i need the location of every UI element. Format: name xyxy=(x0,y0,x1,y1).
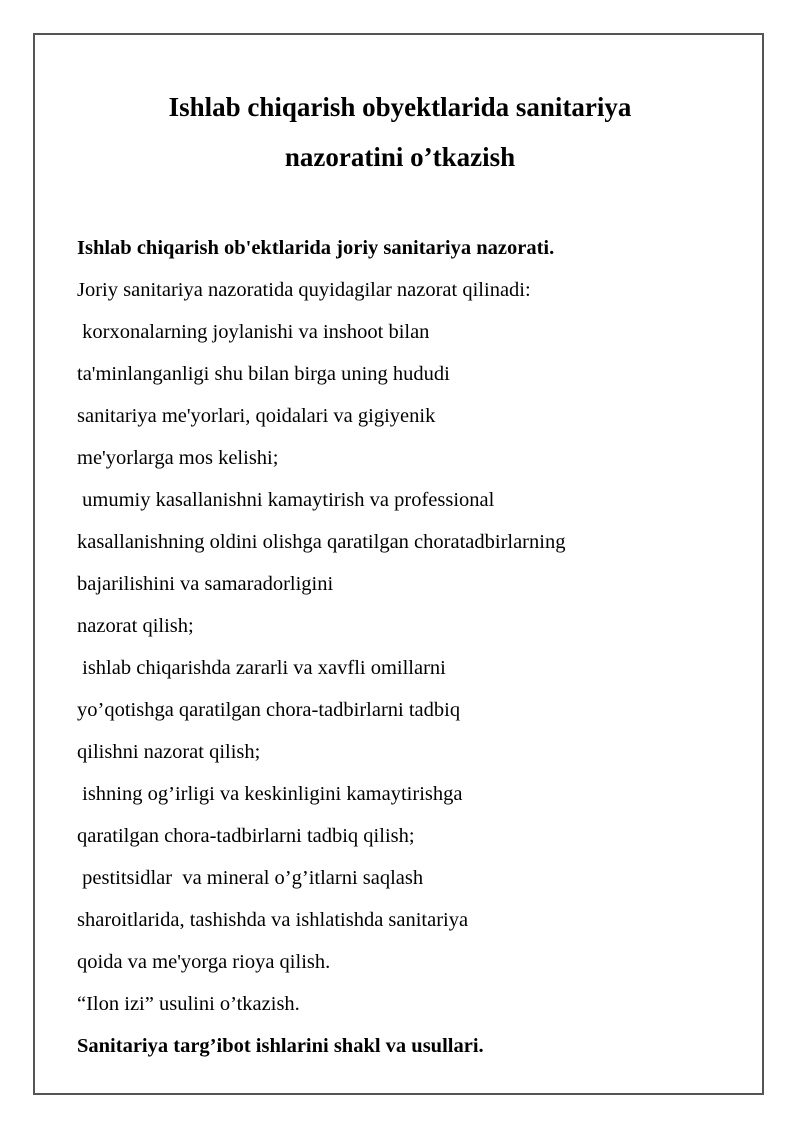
body-text-line: ishlab chiqarishda zararli va xavfli omillarni xyxy=(77,657,446,679)
body-text-line: qaratilgan chora-tadbirlarni tadbiq qilish; xyxy=(77,825,415,847)
body-text-line: ishning og’irligi va keskinligini kamaytirishga xyxy=(77,783,463,805)
body-text-line: yo’qotishga qaratilgan chora-tadbirlarni tadbiq xyxy=(77,699,461,721)
section-heading: Ishlab chiqarish ob'ektlarida joriy sanitariya nazorati. xyxy=(77,237,555,259)
body-text-line: kasallanishning oldini olishga qaratilgan choratadbirlarning xyxy=(77,531,566,553)
body-text-line: umumiy kasallanishni kamaytirish va professional xyxy=(77,489,495,511)
body-text-line: korxonalarning joylanishi va inshoot bilan xyxy=(77,321,430,343)
body-text-line: sharoitlarida, tashishda va ishlatishda sanitariya xyxy=(77,909,469,931)
body-text-line: pestitsidlar va mineral o’g’itlarni saqlash xyxy=(77,867,424,889)
document-body xyxy=(77,227,737,1067)
body-text-line: me'yorlarga mos kelishi; xyxy=(77,447,279,469)
body-text-line: ta'minlanganligi shu bilan birga uning hududi xyxy=(77,363,450,385)
title-line-2: nazoratini o’tkazish xyxy=(284,142,516,172)
section-heading: Sanitariya targ’ibot ishlarini shakl va usullari. xyxy=(77,1035,484,1057)
body-text-line: qoida va me'yorga rioya qilish. xyxy=(77,951,331,973)
body-text-line: bajarilishini va samaradorligini xyxy=(77,573,334,595)
body-text-line: Joriy sanitariya nazoratida quyidagilar nazorat qilinadi: xyxy=(77,279,531,301)
document-title xyxy=(0,82,800,182)
body-text-line: “Ilon izi” usulini o’tkazish. xyxy=(77,993,300,1015)
body-text-line: sanitariya me'yorlari, qoidalari va gigiyenik xyxy=(77,405,436,427)
body-text-line: nazorat qilish; xyxy=(77,615,194,637)
body-text-line: qilishni nazorat qilish; xyxy=(77,741,261,763)
title-line-1: Ishlab chiqarish obyektlarida sanitariya xyxy=(168,92,632,122)
